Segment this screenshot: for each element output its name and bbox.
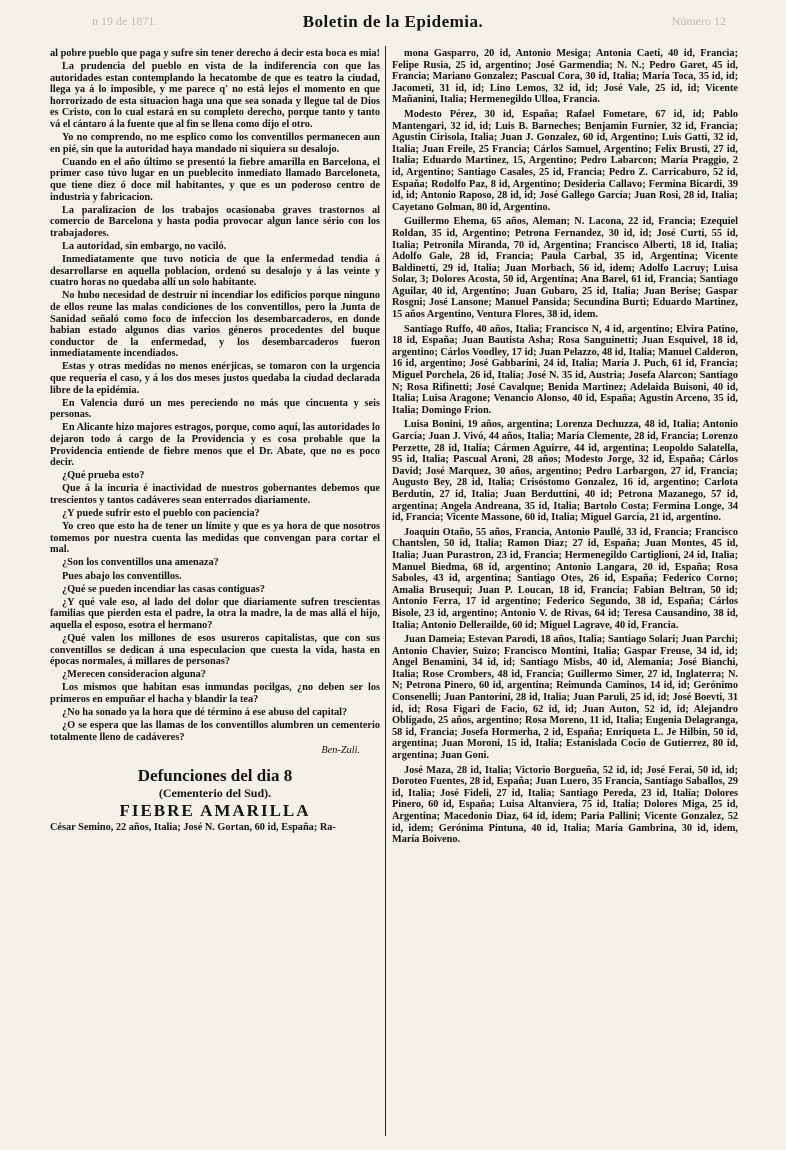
article-paragraph: La paralizacion de los trabajos ocasionaba graves trastornos al comercio de Barcelona y hasta podia provocar algun lance sério con los trabajadores. [50, 204, 380, 239]
article-paragraph: ¿Son los conventillos una amenaza? [62, 557, 219, 569]
article-paragraph: ¿Y qué vale eso, al lado del dolor que diariamente sufren trescientas familias que pierden esta el padre, la otra la madre, la de mas allá el hijo, aquella el esposo, esotra el hermano? [50, 596, 380, 631]
article-paragraph: ¿Qué valen los millones de esos usureros capitalistas, que con sus conventillos se dedican á una especulacion que cuesta la vida, hasta en épocas normales, á millares de personas? [50, 633, 380, 668]
column-divider [385, 46, 386, 1136]
deaths-list-start: César Semino, 22 años, Italia; José N. Gortan, 60 id, España; Ra- [50, 822, 336, 834]
article-paragraph: ¿No ha sonado ya la hora que dé término á ese abuso del capital? [62, 707, 348, 719]
article-paragraph: ¿O se espera que las llamas de los conventillos alumbren un cementerio totalmente lleno de cadáveres? [50, 720, 380, 743]
article-paragraph: La prudencia del pueblo en vista de la indiferencia con que las autoridades estan contemplando la hecatombe de que es teatro la ciudad, llega ya á lo imposible, y me parece q' no está lejos el momento en que horrorizado de esta situacion haga una que sea sonada y llegue tal de Dios es Cristo, con lo cual estará en su completo derecho, porque tanto y tanto vá el cántaro á la fuente que al fin se llena como dijo el otro. [50, 61, 380, 131]
deaths-title: Defunciones del dia 8 [137, 766, 293, 786]
left-column [50, 48, 380, 1140]
article-paragraph: Yo creo que esto ha de tener un límite y que es ya hora de que nosotros tomemos por nuestra cuenta las medidas que convengan para cortar el mal. [50, 521, 380, 556]
article-paragraph: ¿Qué prueba esto? [62, 470, 145, 482]
right-column [392, 48, 738, 1140]
deaths-paragraph: Juan Dameia; Estevan Parodi, 18 años, Italia; Santiago Solari; Juan Parchi; Antonio Chavier, Suizo; Francisco Montini, Italia; Gaspar Freuse, 34 id, id; Angel Benamini, 34 id, id; Santiago Misbs, 40 id, Alemania; José Bianchi, Italia; Rose Crombers, 48 id, Francia; Guillermo Simer, 27 id, Inglaterra; N. N; Petrona Pinero, 60 id, argentina; Reimunda Caminos, 14 id, id; Gerónimo Consenelli; Juan Pantorini, 28 id, Italia; Juan Paruli, 25 id, id; José Boevti, 31 id, id; Rosa Figari de Facio, 62 id, id; Juan Auton, 52 id, id; Alejandro Obligado, 25 años, argentino; Rosa Moreno, 11 id, Italia; Eugenia Delagranga, 58 id, Francia; Josefa Hormerha, 2 id, España; Enriqueta L. Je Hilbin, 50 id, argentina; Juan Moroni, 15 id, Italia; Estanislada Cocio de Gutierrez, 80 id, argentina; Juan Goni. [392, 634, 738, 762]
deaths-section-header [50, 766, 380, 822]
article-paragraph: ¿Merecen consideracion alguna? [62, 669, 206, 681]
deaths-paragraph: Guillermo Ehema, 65 años, Aleman; N. Lacona, 22 id, Francia; Ezequiel Roldan, 35 id, Argentino; Petrona Fernandez, 30 id, id; José Curti, 55 id, Italia; Petronila Miranda, 70 id, Argentina; Francisco Alberti, 18 id, Italia; Adolfo Gale, 28 id, Francia; Paula Carbal, 35 id, Argentina; Vicente Baldinetti, 29 id, Italia; Juan Morbach, 56 id, idem; Adolfo Lacruy; Luisa Solar, 3; Dolores Acosta, 50 id, Argentina; Ana Barel, 61 id, Francia; Santiago Aguilar, 40 id, Argentino; Juan Gubaro, 25 id, Italia; Juan Berise; Gaspar Rosgni; José Lansone; Manuel Pansida; Secundina Burti; Eduardo Martinez, 15 años Argentino, Ventura Flores, 38 id, idem. [392, 216, 738, 321]
article-paragraph: Estas y otras medidas no menos enérjicas, se tomaron con la urgencia que requeria el caso, y á los dos meses justos quedaba la ciudad declarada libre de la epidémia. [50, 361, 380, 396]
article-paragraph: Inmediatamente que tuvo noticia de que la enfermedad tendia á desarrollarse en aquella poblacion, ordenó su desalojo y á las veinte y cuatro horas no quedaba allí un solo habitante. [50, 254, 380, 289]
article-paragraph: En Alicante hizo majores estragos, porque, como aquí, las autoridades lo dejaron todo á cargo de la Providencia y es cosa probable que la Providencia entiende de fiebre menos que el Dr. Abate, que no es poco decir. [50, 422, 380, 469]
deaths-paragraph: Modesto Pérez, 30 id, España; Rafael Fometare, 67 id, id; Pablo Mantengari, 32 id, id; Luis B. Barneches; Benjamin Furnier, 32 id, Francia; Agustin Cirisola, Italia; Juan J. Gonzalez, 60 id, Argentino; Luis Gatti, 32 id, Italia; Juan Freile, 25 Francia; Cárlos Samuel, Argentino; Felix Brusti, 27 id, Italia; Eduardo Martinez, 15, Argentino; Pedro Labarcon; María Praggio, 2 id, Argentino; Santiago Casales, 25 id, Francia; Pedro Z. Carricaburo, 52 id, España; Rodolfo Paz, 8 id, Argentino; Desideria Callavo; Fermina Bicardi, 39 id, id; Antonio Raposo, 28 id, id; José Gallego García; Juan Rosi, 28 id, Italia; Cayetano Golman, 80 id, Argentino. [392, 108, 738, 213]
bleed-through-date: n 19 de 1871. [92, 14, 158, 28]
article-paragraph: Los mismos que habitan esas inmundas pocilgas, ¿no deben ser los primeros en empuñar el hacha y blandir la tea? [50, 682, 380, 705]
article-paragraph: al pobre pueblo que paga y sufre sin tener derecho á decir esta boca es mia! [50, 48, 380, 59]
deaths-paragraph: Joaquin Otaño, 55 años, Francia, Antonio Paullé, 33 id, Francia; Francisco Chantslen, 50 id, Italia; Ramon Diaz; 27 id, España; Juan Montes, 45 id, Italia; Juan Purastron, 23 id, Francia; Hermenegildo Cartiglioni, 24 id, Italia; Manuel Biedma, 68 id, argentino; Antonio Langara, 20 id, España; Rosa Saboles, 43 id, argentina; Santiago Otes, 26 id, España; Federico Corno; Amalia Brusequi; Juan P. Loucan, 18 id, Francia; Fabian Beltran, 50 id; Antonio Ferra, 17 id argentino; Federico Segundo, 38 id, España; Cárlos Bisole, 23 id, argentino; Antonio V. de Rivas, 64 id; Teresa Causandino, 38 id, Italia; Antonio Dellerailde, 60 id; Miguel Lagrave, 40 id, Francia. [392, 526, 738, 631]
article-paragraph: En Valencia duró un mes pereciendo no más que cincuenta y seis personas. [50, 397, 380, 421]
deaths-paragraph: mona Gasparro, 20 id, Antonio Mesiga; Antonia Caeti, 40 id, Francia; Felipe Rusia, 25 id, argentino; José Garmendia; N. N.; Pedro Garet, 45 id, Francia; Mariano Gonzalez; Pascual Cora, 30 id, Italia; María Toca, 35 id, id; Jacometi, 31 id, id; Lino Lemos, 32 id, id; José Vale, 25 id, id; Vicente Mañanini, Italia; Hermenegildo Ulloa, Francia. [392, 48, 738, 106]
author-signature: Ben-Zuli. [321, 744, 360, 756]
deaths-paragraph: José Maza, 28 id, Italia; Victorio Borgueña, 52 id, id; José Ferai, 50 id, id; Doroteo Fuentes, 28 id, España; Juan Luero, 35 Francia, Santiago Saballos, 29 id, Italia; José Fideli, 27 id, Italia; Santiago Pereda, 23 id, Italia; Dolores Pinero, 60 id, España; Luisa Altanviera, 75 id, Italia; Dolores Miga, 25 id, Argentina; Macedonio Diaz, 64 id, idem; Paria Pallini; Vicente Gonzalez, 52 id, idem; Gerónima Pintuna, 40 id, Italia; María Gambrina, 30 id, idem, María Boiveno. [392, 764, 738, 846]
deaths-paragraph: Luisa Bonini, 19 años, argentina; Lorenza Dechuzza, 48 id, Italia; Antonio García; Juan J. Vivó, 44 años, Italia; María Clemente, 28 id, Francia; Lorenzo Perzette, 28 id, Italia; Cármen Aguirre, 44 id, argentina; Leopoldo Salatella, 95 id, Italia; Pascual Aroni, 28 años; Modesto Jorge, 32 id, España; Cárlos David; José Marquez, 30 años, argentino; Pedro Larbargon, 27 id, Francia; Augusto Bey, 28 id, Italia; Crisóstomo Gonzalez, 16 id, argentino; Carlota Berdutin, 27 id, Italia; Juan Berduttini, 40 id; Petrona Mazanego, 57 id, argentina; Angela Andreana, 35 id, Italia; Bartolo Costa; Fermina Longe, 34 id, Francia; Vicente Massone, 60 id, Italia; Miguel García, 21 id, argentino. [392, 419, 738, 524]
page-header [0, 0, 786, 40]
article-paragraph: La autoridad, sin embargo, no vaciló. [62, 241, 227, 252]
deaths-paragraph: Santiago Ruffo, 40 años, Italia; Francisco N, 4 id, argentino; Elvira Patino, 18 id, España; Juan Bautista Asha; Rosa Sanguinetti; Juan Esquivel, 18 id, argentino; Cárlos Voodley, 17 id; Juan Pelazzo, 48 id, Italia; Manuel Calderon, 16 id, argentino; José Gabbarini, 24 id, Italia; María J. Puch, 61 id, Francia; Miguel Porchela, 26 id, Italia; José N. 35 id, Austria; Josefa Alarcon; Santiago N; Rosa Rifinetti; José Cavalque; Benida Martinez; Adelaida Buisoni, 40 id, Italia; Luisa Aragone; Venancio Alonso, 40 id, España; Agustin Arceno, 35 id, Italia; Domingo Frion. [392, 323, 738, 416]
article-paragraph: Que á la incuria é inactividad de nuestros gobernantes debemos que trescientos y tantos cadáveres sean enterrados diariamente. [50, 483, 380, 506]
deaths-cause: FIEBRE AMARILLA [119, 801, 311, 821]
article-paragraph: Yo no comprendo, no me esplico como los conventillos permanecen aun en pié, sin que la autoridad haya mandado ni siquiera su desalojo. [50, 132, 380, 155]
article-paragraph: Pues abajo los conventillos. [62, 570, 182, 582]
newspaper-title: Boletin de la Epidemia. [302, 12, 484, 31]
bleed-through-number: Número 12 [671, 14, 726, 28]
article-paragraph: ¿Qué se pueden incendiar las casas contiguas? [62, 583, 265, 595]
article-paragraph: No hubo necesidad de destruir ni incendiar los edificios porque ninguno de ellos reune las malas condiciones de los conventillos, pero la Junta de Sanidad señaló como foco de infeccion los desembarcaderos, en donde habian estado algunos dias varios géneros procedentes del buque conductor de la enfermedad, y los desembarcaderos fueron inmediatamente incendiados. [50, 290, 380, 360]
article-paragraph: ¿Y puede sufrir esto el pueblo con paciencia? [62, 508, 260, 520]
deaths-subtitle: (Cementerio del Sud). [158, 786, 272, 801]
article-paragraph: Cuando en el año último se presentó la fiebre amarilla en Barcelona, el primer caso túvo lugar en un pueblecito inmediato llamado Barceloneta, que tiene diez ó doce mil habitantes, y que es un poderoso centro de industria y fabricacion. [50, 156, 380, 203]
